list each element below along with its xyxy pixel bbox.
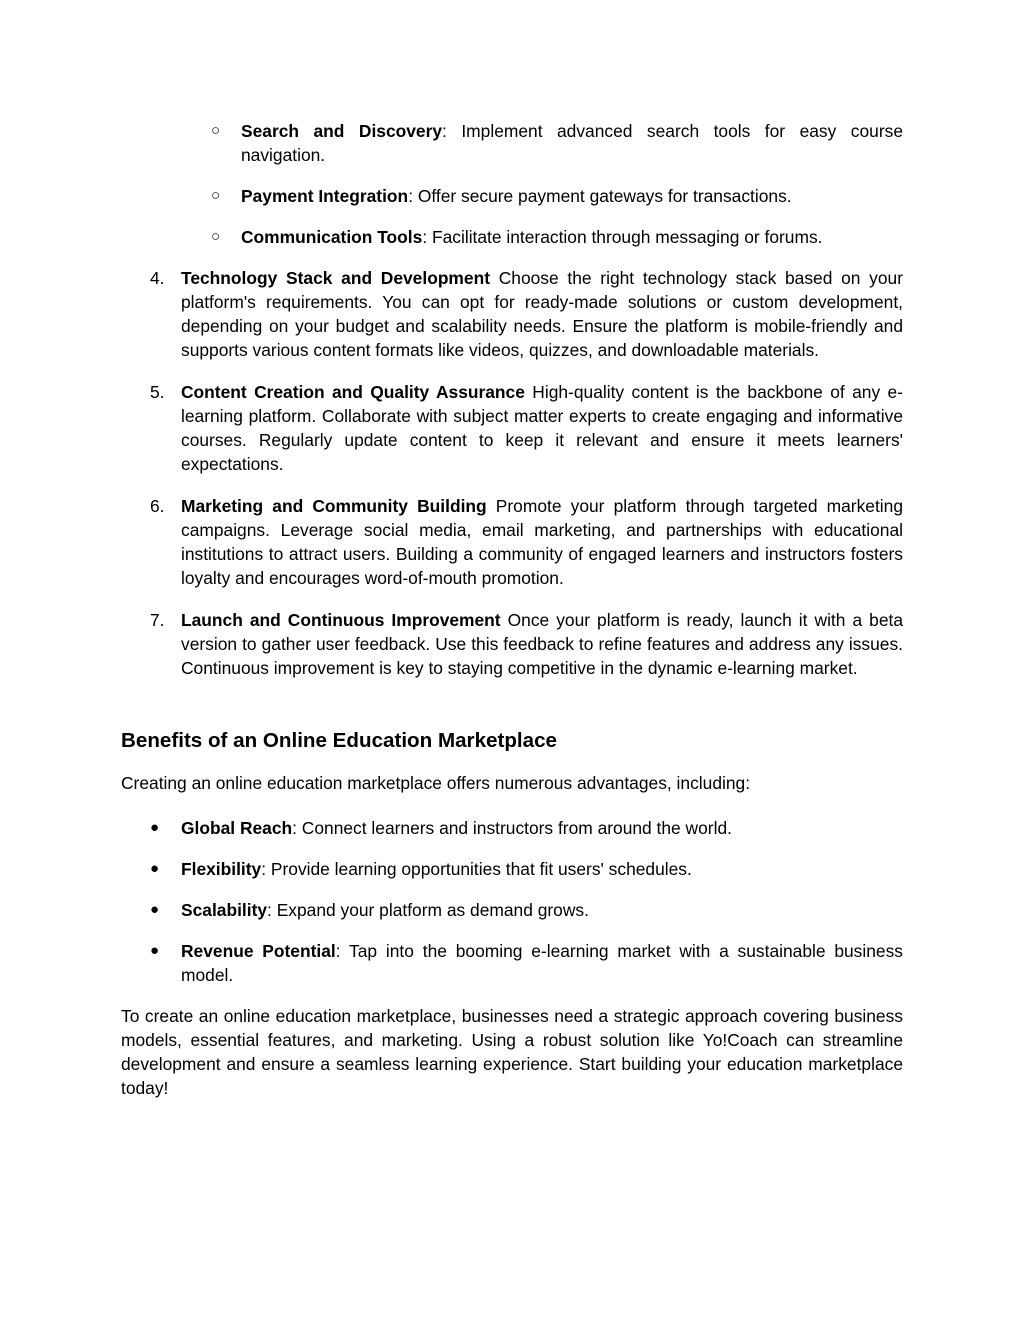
step-number: 6. — [150, 496, 165, 516]
benefit-revenue-potential — [181, 939, 903, 987]
step-term: Content Creation and Quality Assurance — [181, 382, 525, 402]
benefit-term: Scalability — [181, 900, 268, 920]
list-item-payment-integration — [241, 184, 903, 208]
sub-bullet-marker: ○ — [211, 228, 221, 245]
step-text: High-quality content is the backbone of any e-learning platform. Collaborate with subject matter experts to create engaging and informative courses. Regularly update content to keep it relevant and ensure it meets learners' expectations. — [181, 382, 903, 474]
section-heading: Benefits of an Online Education Marketplace — [121, 729, 557, 752]
step-technology-stack — [181, 266, 903, 362]
step-text: Promote your platform through targeted marketing campaigns. Leverage social media, email marketing, and partnerships with educational institutions to attract users. Building a community of engaged learners and instructors fosters loyalty and encourages word-of-mouth promotion. — [181, 496, 903, 588]
step-number: 4. — [150, 268, 165, 288]
step-text: Choose the right technology stack based on your platform's requirements. You can opt for ready-made solutions or custom development, depending on your budget and scalability needs. Ensure the platform is mobile-friendly and supports various content formats like videos, quizzes, and downloadable materials. — [181, 268, 903, 360]
list-item-search-discovery — [241, 119, 903, 167]
step-term: Launch and Continuous Improvement — [181, 610, 501, 630]
benefit-flexibility — [181, 857, 903, 881]
benefit-scalability — [181, 898, 903, 922]
bullet-marker: ● — [150, 901, 160, 918]
benefit-text: : Connect learners and instructors from around the world. — [292, 818, 732, 838]
list-item-communication-tools — [241, 225, 903, 249]
sub-bullet-marker: ○ — [211, 122, 221, 139]
list-item-text: : Offer secure payment gateways for transactions. — [408, 186, 792, 206]
bullet-marker: ● — [150, 860, 160, 877]
step-term: Technology Stack and Development — [181, 268, 490, 288]
benefit-term: Revenue Potential — [181, 941, 336, 961]
step-marketing-community — [181, 494, 903, 590]
benefit-text: : Expand your platform as demand grows. — [267, 900, 589, 920]
step-launch-improvement — [181, 608, 903, 680]
bullet-marker: ● — [150, 942, 160, 959]
list-item-term: Search and Discovery — [241, 121, 443, 141]
benefit-text: : Provide learning opportunities that fit users' schedules. — [261, 859, 692, 879]
step-number: 5. — [150, 382, 165, 402]
benefits-intro: Creating an online education marketplace offers numerous advantages, including: — [121, 773, 751, 793]
list-item-term: Communication Tools — [241, 227, 423, 247]
benefit-term: Flexibility — [181, 859, 262, 879]
step-term: Marketing and Community Building — [181, 496, 487, 516]
list-item-term: Payment Integration — [241, 186, 409, 206]
sub-bullet-marker: ○ — [211, 187, 221, 204]
step-number: 7. — [150, 610, 165, 630]
benefit-global-reach — [181, 816, 903, 840]
bullet-marker: ● — [150, 819, 160, 836]
benefit-text: : Tap into the booming e-learning market with a sustainable business model. — [181, 941, 903, 985]
list-item-text: : Facilitate interaction through messaging or forums. — [422, 227, 823, 247]
step-content-creation — [181, 380, 903, 476]
step-text: Once your platform is ready, launch it with a beta version to gather user feedback. Use this feedback to refine features and address any issues. Continuous improvement is key to staying competitive in the dynamic e-learning market. — [181, 610, 903, 678]
benefit-term: Global Reach — [181, 818, 293, 838]
list-item-text: : Implement advanced search tools for easy course navigation. — [241, 121, 903, 165]
conclusion-paragraph: To create an online education marketplace, businesses need a strategic approach covering business models, essential features, and marketing. Using a robust solution like Yo!Coach can streamline development and ensure a seamless learning experience. Start building your education marketplace today! — [121, 1006, 903, 1098]
